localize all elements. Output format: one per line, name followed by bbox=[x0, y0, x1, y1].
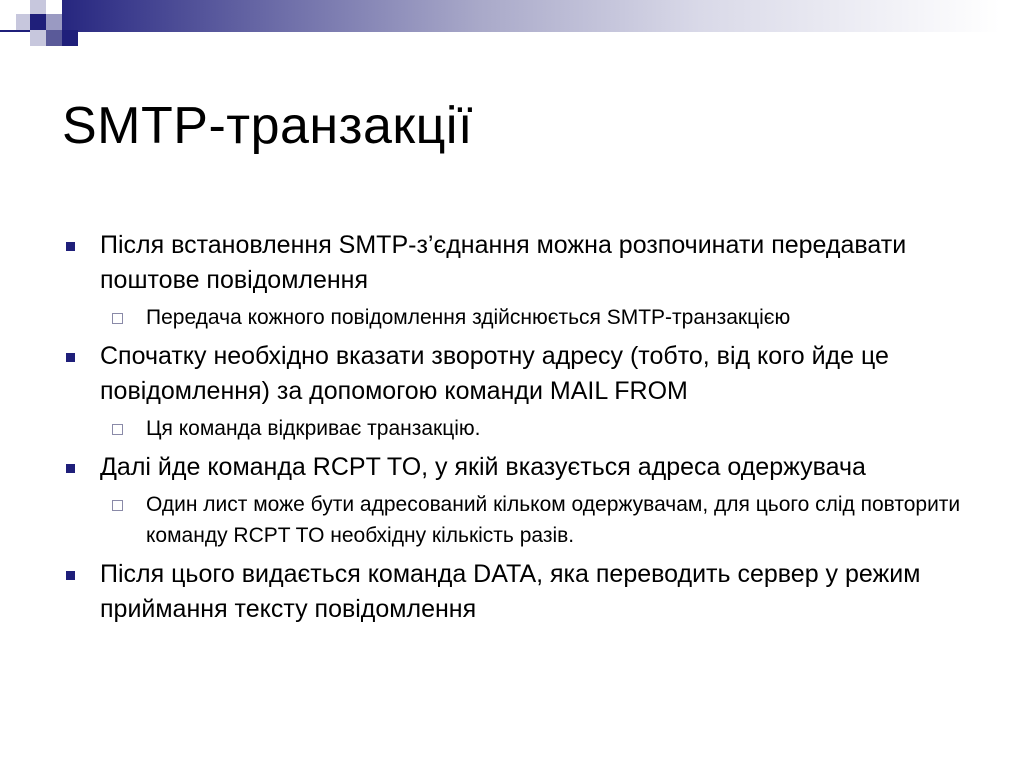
decorative-square bbox=[30, 14, 46, 30]
slide-title: SMTP-транзакції bbox=[62, 97, 473, 155]
bullet-item bbox=[60, 339, 970, 409]
bullet-item bbox=[60, 450, 970, 485]
decorative-square bbox=[46, 30, 62, 46]
decorative-square bbox=[46, 0, 62, 14]
decorative-square bbox=[62, 30, 78, 46]
filled-square-icon bbox=[66, 353, 75, 362]
filled-square-icon bbox=[66, 571, 75, 580]
hollow-square-icon bbox=[112, 500, 123, 511]
hollow-square-icon bbox=[112, 424, 123, 435]
decorative-square bbox=[46, 14, 62, 30]
header-band bbox=[0, 0, 1024, 32]
bullet-item bbox=[60, 557, 970, 627]
sub-bullet-text: Ця команда відкриває транзакцію. bbox=[146, 417, 481, 440]
decorative-squares bbox=[0, 0, 80, 64]
bullet-item bbox=[60, 228, 970, 298]
bullet-text: Спочатку необхідно вказати зворотну адресу (тобто, від кого йде це повідомлення) за допомогою команди MAIL FROM bbox=[100, 342, 889, 405]
sub-bullet-text: Передача кожного повідомлення здійснюється SMTP-транзакцією bbox=[146, 306, 791, 329]
sub-bullet-item bbox=[60, 302, 970, 333]
filled-square-icon bbox=[66, 242, 75, 251]
bullet-text: Після встановлення SMTP-з’єднання можна розпочинати передавати поштове повідомлення bbox=[100, 231, 907, 294]
bullet-text: Далі йде команда RCPT TO, у якій вказується адреса одержувача bbox=[100, 453, 866, 481]
hollow-square-icon bbox=[112, 313, 123, 324]
filled-square-icon bbox=[66, 464, 75, 473]
bullet-text: Після цього видається команда DATA, яка переводить сервер у режим приймання тексту повідомлення bbox=[100, 560, 921, 623]
decorative-square bbox=[16, 14, 30, 30]
bullet-list bbox=[60, 228, 970, 631]
decorative-square bbox=[30, 30, 46, 46]
sub-bullet-item bbox=[60, 489, 970, 551]
sub-bullet-item bbox=[60, 413, 970, 444]
sub-bullet-text: Один лист може бути адресований кільком одержувачам, для цього слід повторити команду RCPT TO необхідну кількість разів. bbox=[146, 493, 961, 547]
decorative-square bbox=[30, 0, 46, 14]
